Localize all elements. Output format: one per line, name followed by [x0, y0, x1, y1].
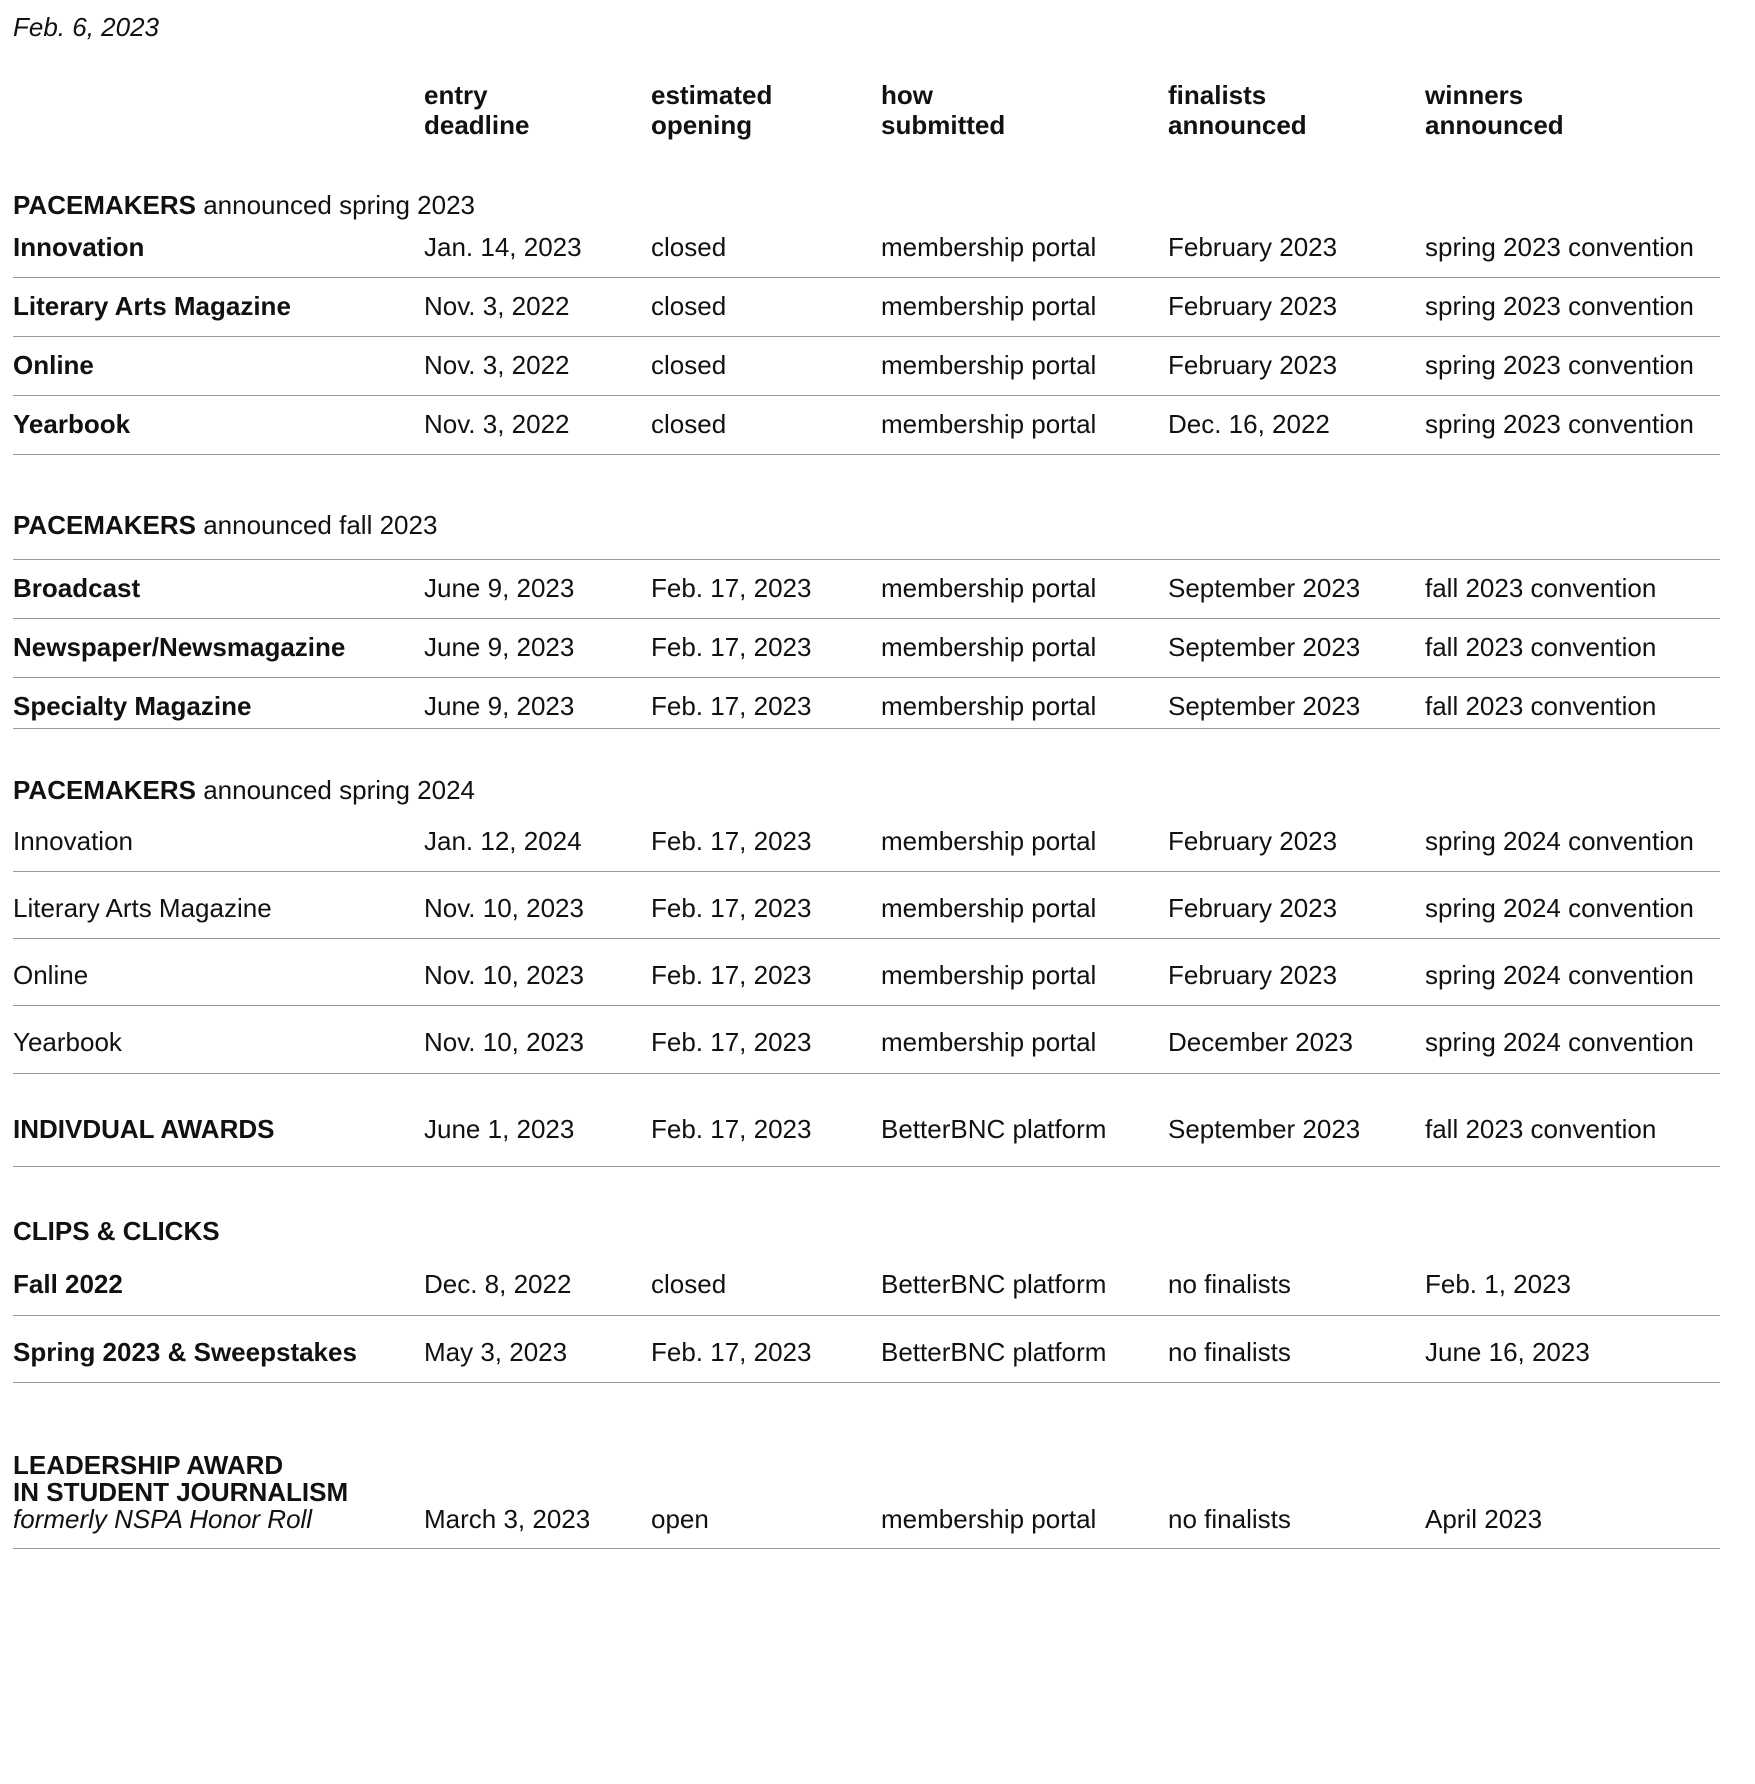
award-title-line: LEADERSHIP AWARD [13, 1450, 284, 1480]
table-cell: September 2023 [1168, 1114, 1361, 1144]
table-cell: fall 2023 convention [1425, 632, 1657, 662]
row-label: Broadcast [13, 573, 141, 603]
column-header-line: announced [1425, 110, 1564, 140]
table-cell: fall 2023 convention [1425, 1114, 1657, 1144]
section-heading-bold: PACEMAKERS [13, 190, 196, 220]
table-cell: Nov. 3, 2022 [424, 291, 570, 321]
table-cell: September 2023 [1168, 691, 1361, 721]
table-cell: Jan. 12, 2024 [424, 826, 582, 856]
column-header-line: winners [1425, 80, 1524, 110]
table-cell: Feb. 17, 2023 [651, 1027, 812, 1057]
table-cell: BetterBNC platform [881, 1269, 1107, 1299]
section-heading [13, 190, 475, 221]
table-cell: open [651, 1504, 709, 1534]
section-heading [13, 510, 437, 541]
row-label: Newspaper/Newsmagazine [13, 632, 346, 662]
table-cell: membership portal [881, 691, 1097, 721]
row-divider [13, 277, 1720, 278]
table-cell: September 2023 [1168, 632, 1361, 662]
table-cell: June 9, 2023 [424, 632, 575, 662]
table-cell: spring 2023 convention [1425, 291, 1694, 321]
row-divider [13, 938, 1720, 939]
table-cell: spring 2024 convention [1425, 1027, 1694, 1057]
table-cell: February 2023 [1168, 232, 1338, 262]
row-label: INDIVDUAL AWARDS [13, 1114, 275, 1144]
table-cell: spring 2024 convention [1425, 893, 1694, 923]
document-date: Feb. 6, 2023 [13, 12, 159, 42]
table-cell: spring 2024 convention [1425, 826, 1694, 856]
section-heading-bold: CLIPS & CLICKS [13, 1216, 220, 1246]
award-subtitle: formerly NSPA Honor Roll [13, 1504, 313, 1534]
column-header [1168, 80, 1307, 140]
section-heading-bold: PACEMAKERS [13, 775, 196, 805]
row-label: Innovation [13, 232, 145, 262]
column-header-line: opening [651, 110, 753, 140]
table-cell: March 3, 2023 [424, 1504, 591, 1534]
row-divider [13, 1005, 1720, 1006]
table-cell: closed [651, 291, 727, 321]
table-cell: closed [651, 350, 727, 380]
row-divider [13, 336, 1720, 337]
table-cell: Feb. 17, 2023 [651, 1114, 812, 1144]
table-cell: membership portal [881, 291, 1097, 321]
table-cell: May 3, 2023 [424, 1337, 568, 1367]
row-label: Literary Arts Magazine [13, 893, 272, 923]
table-cell: closed [651, 232, 727, 262]
table-cell: no finalists [1168, 1269, 1291, 1299]
section-heading-rest: announced spring 2024 [195, 775, 475, 805]
table-cell: membership portal [881, 826, 1097, 856]
column-header [651, 80, 772, 140]
row-divider [13, 1382, 1720, 1383]
table-cell: fall 2023 convention [1425, 691, 1657, 721]
table-cell: June 16, 2023 [1425, 1337, 1590, 1367]
row-label: Online [13, 350, 94, 380]
table-cell: September 2023 [1168, 573, 1361, 603]
row-divider [13, 1548, 1720, 1549]
table-cell: February 2023 [1168, 826, 1338, 856]
table-cell: Feb. 17, 2023 [651, 893, 812, 923]
section-heading [13, 1216, 220, 1247]
row-divider [13, 618, 1720, 619]
table-cell: Nov. 3, 2022 [424, 409, 570, 439]
column-header-line: finalists [1168, 80, 1267, 110]
section-heading-rest: announced spring 2023 [195, 190, 475, 220]
table-cell: Dec. 16, 2022 [1168, 409, 1330, 439]
table-cell: membership portal [881, 232, 1097, 262]
row-divider [13, 395, 1720, 396]
row-divider [13, 871, 1720, 872]
table-cell: February 2023 [1168, 893, 1338, 923]
table-cell: June 9, 2023 [424, 691, 575, 721]
row-divider [13, 677, 1720, 678]
row-label: Innovation [13, 826, 133, 856]
row-label: Fall 2022 [13, 1269, 123, 1299]
table-cell: Nov. 10, 2023 [424, 960, 584, 990]
table-cell: membership portal [881, 350, 1097, 380]
column-header-line: how [881, 80, 933, 110]
section-heading [13, 775, 475, 806]
table-cell: spring 2023 convention [1425, 409, 1694, 439]
table-cell: BetterBNC platform [881, 1337, 1107, 1367]
row-divider [13, 454, 1720, 455]
table-cell: June 9, 2023 [424, 573, 575, 603]
section-heading-rest: announced fall 2023 [195, 510, 438, 540]
table-cell: Dec. 8, 2022 [424, 1269, 572, 1299]
column-header [1425, 80, 1564, 140]
row-label: Specialty Magazine [13, 691, 252, 721]
table-cell: Feb. 17, 2023 [651, 1337, 812, 1367]
table-cell: June 1, 2023 [424, 1114, 575, 1144]
row-label: Literary Arts Magazine [13, 291, 291, 321]
row-label: Spring 2023 & Sweepstakes [13, 1337, 357, 1367]
table-cell: February 2023 [1168, 350, 1338, 380]
table-cell: spring 2023 convention [1425, 350, 1694, 380]
table-cell: membership portal [881, 1504, 1097, 1534]
table-cell: no finalists [1168, 1337, 1291, 1367]
table-cell: fall 2023 convention [1425, 573, 1657, 603]
table-cell: Feb. 17, 2023 [651, 826, 812, 856]
table-cell: February 2023 [1168, 291, 1338, 321]
table-cell: no finalists [1168, 1504, 1291, 1534]
column-header-line: estimated [651, 80, 773, 110]
table-cell: Feb. 17, 2023 [651, 960, 812, 990]
table-cell: Feb. 17, 2023 [651, 691, 812, 721]
table-cell: Jan. 14, 2023 [424, 232, 582, 262]
table-cell: membership portal [881, 573, 1097, 603]
table-cell: membership portal [881, 893, 1097, 923]
table-cell: December 2023 [1168, 1027, 1353, 1057]
table-cell: membership portal [881, 409, 1097, 439]
row-divider [13, 1166, 1720, 1167]
row-label: Yearbook [13, 1027, 122, 1057]
table-cell: spring 2023 convention [1425, 232, 1694, 262]
table-cell: April 2023 [1425, 1504, 1543, 1534]
table-cell: spring 2024 convention [1425, 960, 1694, 990]
column-header-line: entry [424, 80, 488, 110]
table-cell: closed [651, 409, 727, 439]
column-header [424, 80, 529, 140]
table-cell: Feb. 17, 2023 [651, 632, 812, 662]
row-divider [13, 559, 1720, 560]
row-label: Online [13, 960, 89, 990]
table-cell: closed [651, 1269, 727, 1299]
row-divider [13, 1073, 1720, 1074]
table-cell: BetterBNC platform [881, 1114, 1107, 1144]
column-header-line: deadline [424, 110, 530, 140]
column-header-line: submitted [881, 110, 1006, 140]
column-header [881, 80, 1005, 140]
row-label: Yearbook [13, 409, 131, 439]
table-cell: membership portal [881, 1027, 1097, 1057]
table-cell: Feb. 1, 2023 [1425, 1269, 1571, 1299]
column-header-line: announced [1168, 110, 1307, 140]
table-cell: membership portal [881, 960, 1097, 990]
table-cell: Feb. 17, 2023 [651, 573, 812, 603]
table-cell: Nov. 10, 2023 [424, 893, 584, 923]
table-cell: membership portal [881, 632, 1097, 662]
row-divider [13, 1315, 1720, 1316]
table-cell: Nov. 10, 2023 [424, 1027, 584, 1057]
table-cell: February 2023 [1168, 960, 1338, 990]
section-heading-bold: PACEMAKERS [13, 510, 196, 540]
row-divider [13, 728, 1720, 729]
award-title-line: IN STUDENT JOURNALISM [13, 1477, 349, 1507]
table-cell: Nov. 3, 2022 [424, 350, 570, 380]
